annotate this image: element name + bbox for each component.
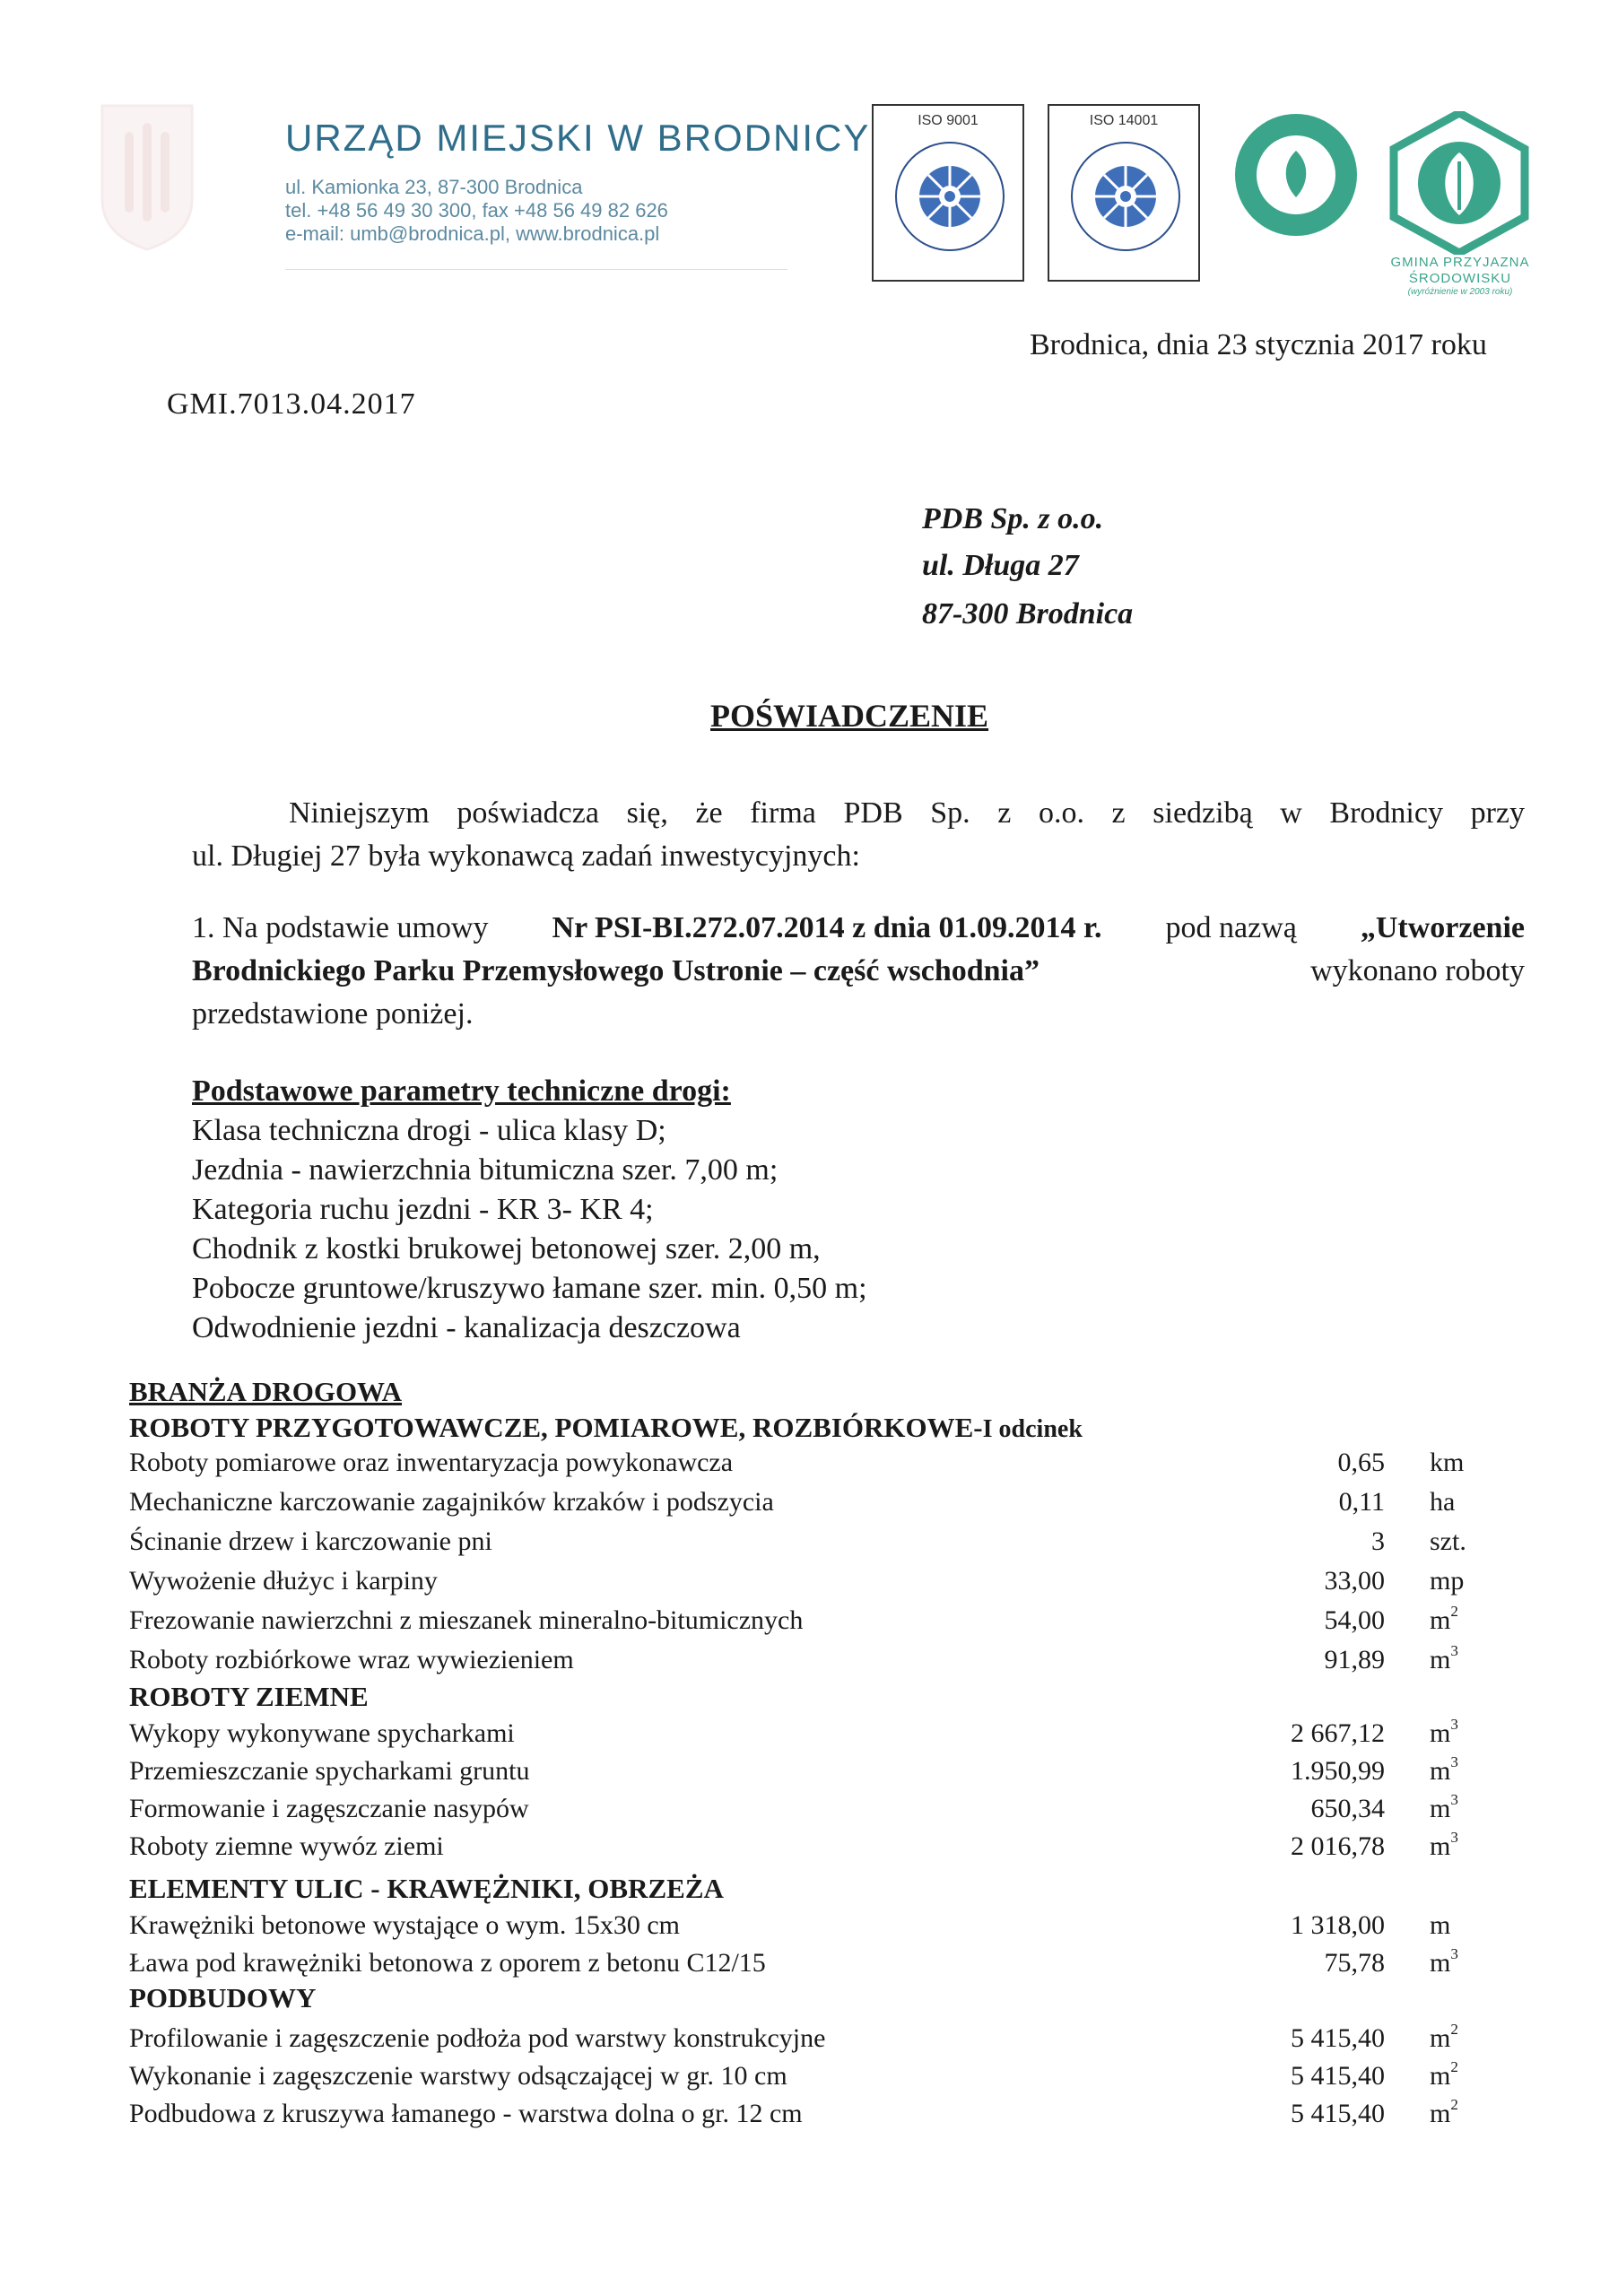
work-label: Ława pod krawężniki betonowa z oporem z betonu C12/15	[129, 1948, 766, 1978]
work-value: 5 415,40	[1291, 2023, 1385, 2053]
reference-number: GMI.7013.04.2017	[167, 387, 416, 421]
work-unit: $m^3$	[1430, 1642, 1458, 1674]
work-unit: $m^3$	[1430, 1753, 1458, 1786]
work-label: Mechaniczne karczowanie zagajników krzaków i podszycia	[129, 1487, 774, 1517]
chamber-seal-icon	[893, 140, 1006, 253]
work-label: Roboty rozbiórkowe wraz wywiezieniem	[129, 1645, 574, 1674]
param-line: Klasa techniczna drogi - ulica klasy D;	[192, 1114, 666, 1147]
work-value: 5 415,40	[1291, 2061, 1385, 2091]
recipient-company: PDB Sp. z o.o.	[922, 502, 1104, 535]
param-line: Chodnik z kostki brukowej betonowej szer. 2,00 m,	[192, 1232, 821, 1265]
work-row	[129, 1605, 1483, 1641]
document-title: POŚWIADCZENIE	[710, 698, 989, 734]
work-label: Przemieszczanie spycharkami gruntu	[129, 1756, 530, 1786]
work-label: Wykopy wykonywane spycharkami	[129, 1718, 515, 1748]
work-value: 2 016,78	[1291, 1831, 1385, 1861]
work-row	[129, 2023, 1483, 2059]
work-unit: $m^2$	[1430, 2096, 1458, 2128]
work-label: Ścinanie drzew i karczowanie pni	[129, 1526, 492, 1556]
work-label: Wykonanie i zagęszczenie warstwy odsączającej w gr. 10 cm	[129, 2061, 787, 2091]
section-heading-text: ROBOTY PRZYGOTOWAWCZE, POMIAROWE, ROZBIÓRKOWE-	[129, 1412, 983, 1443]
work-value: 1.950,99	[1291, 1756, 1385, 1786]
section-heading: ROBOTY ZIEMNE	[129, 1681, 369, 1712]
work-row	[129, 2096, 1483, 2135]
branch-heading: BRANŻA DROGOWA	[129, 1376, 403, 1407]
section-heading: ELEMENTY ULIC - KRAWĘŻNIKI, OBRZEŻA	[129, 1873, 724, 1904]
work-row	[129, 1642, 1483, 1681]
iso-9001-badge	[872, 104, 1024, 282]
work-unit: $m^3$	[1430, 1829, 1458, 1861]
iso-14001-badge	[1048, 104, 1200, 282]
eco-badge-line1: GMINA PRZYJAZNA	[1390, 255, 1530, 270]
intro-line1: Niniejszym poświadcza się, że firma PDB Sp. z o.o. z siedzibą w Brodnicy przy	[289, 796, 1525, 830]
item1-line2	[192, 956, 1525, 987]
work-value: 650,34	[1310, 1794, 1385, 1823]
item1-suffix: wykonano roboty	[1310, 954, 1525, 987]
work-value: 0,65	[1337, 1448, 1385, 1477]
work-value: 33,00	[1324, 1566, 1385, 1596]
chamber-seal-icon	[1069, 140, 1182, 253]
work-row	[129, 1910, 1483, 1946]
work-label: Profilowanie i zagęszczenie podłoża pod warstwy konstrukcyjne	[129, 2023, 826, 2053]
work-row	[129, 1831, 1483, 1867]
work-value: 5 415,40	[1291, 2099, 1385, 2128]
work-unit: $m^2$	[1430, 1603, 1458, 1635]
item1-contract: Nr PSI-BI.272.07.2014 z dnia 01.09.2014 r.	[552, 911, 1102, 944]
work-label: Podbudowa z kruszywa łamanego - warstwa dolna o gr. 12 cm	[129, 2099, 803, 2128]
item1-line3: przedstawione poniżej.	[192, 997, 474, 1031]
work-label: Krawężniki betonowe wystające o wym. 15x30 cm	[129, 1910, 680, 1940]
work-unit: $m^2$	[1430, 2058, 1458, 2091]
recipient-street: ul. Długa 27	[922, 549, 1079, 582]
office-name: URZĄD MIEJSKI W BRODNICY	[285, 117, 871, 159]
work-row	[129, 1526, 1483, 1562]
work-value: 2 667,12	[1291, 1718, 1385, 1748]
work-value: 75,78	[1324, 1948, 1385, 1978]
work-value: 3	[1371, 1526, 1385, 1556]
work-label: Roboty ziemne wywóz ziemi	[129, 1831, 444, 1861]
office-phone: tel. +48 56 49 30 300, fax +48 56 49 82 626	[285, 199, 668, 222]
office-address: ul. Kamionka 23, 87-300 Brodnica	[285, 176, 583, 198]
param-line: Pobocze gruntowe/kruszywo łamane szer. min. 0,50 m;	[192, 1272, 867, 1305]
work-row	[129, 1945, 1483, 1984]
work-row	[129, 1566, 1483, 1602]
section-heading	[129, 1413, 1083, 1442]
eco-badge-line2: ŚRODOWISKU	[1408, 271, 1512, 286]
recipient-city: 87-300 Brodnica	[922, 597, 1134, 631]
work-unit: ha	[1430, 1487, 1456, 1517]
section-heading: PODBUDOWY	[129, 1982, 317, 2013]
work-label: Wywożenie dłużyc i karpiny	[129, 1566, 438, 1596]
work-label: Roboty pomiarowe oraz inwentaryzacja powykonawcza	[129, 1448, 734, 1477]
work-unit: $m^3$	[1430, 1945, 1458, 1978]
item1-name-part1: „Utworzenie	[1360, 911, 1525, 944]
param-line: Odwodnienie jezdni - kanalizacja deszczowa	[192, 1311, 741, 1344]
iso-14001-label: ISO 14001	[1089, 113, 1159, 128]
work-row	[129, 2058, 1483, 2097]
item1-line1	[192, 913, 1525, 944]
green-lungs-logo	[1232, 111, 1360, 239]
eco-badge-line3: (wyróżnienie w 2003 roku)	[1407, 287, 1513, 297]
param-line: Jezdnia - nawierzchnia bitumiczna szer. 7,00 m;	[192, 1153, 779, 1187]
work-unit: $m^3$	[1430, 1791, 1458, 1823]
work-value: 1 318,00	[1291, 1910, 1385, 1940]
work-unit: $m^3$	[1430, 1716, 1458, 1748]
work-value: 0,11	[1338, 1487, 1385, 1517]
work-unit: mp	[1430, 1566, 1465, 1596]
section-heading-suffix: I odcinek	[982, 1415, 1083, 1443]
office-email: e-mail: umb@brodnica.pl, www.brodnica.pl	[285, 222, 660, 245]
work-unit: m	[1430, 1910, 1451, 1940]
work-value: 91,89	[1324, 1645, 1385, 1674]
work-label: Formowanie i zagęszczanie nasypów	[129, 1794, 529, 1823]
header-divider	[285, 269, 787, 270]
date-line: Brodnica, dnia 23 stycznia 2017 roku	[1030, 328, 1487, 361]
work-unit: $m^2$	[1430, 2021, 1458, 2053]
item1-name-intro: pod nazwą	[1165, 911, 1297, 944]
item1-prefix: 1. Na podstawie umowy	[192, 911, 489, 944]
work-row	[129, 1487, 1483, 1523]
eco-badge-logo	[1388, 111, 1530, 255]
work-label: Frezowanie nawierzchni z mieszanek mineralno-bitumicznych	[129, 1605, 804, 1635]
work-unit: szt.	[1430, 1526, 1466, 1556]
work-row	[129, 1448, 1483, 1483]
item1-name-part2: Brodnickiego Parku Przemysłowego Ustronie – część wschodnia”	[192, 954, 1040, 987]
work-row	[129, 1791, 1483, 1830]
city-crest-watermark	[97, 100, 197, 253]
work-row	[129, 1718, 1483, 1754]
param-line: Kategoria ruchu jezdni - KR 3- KR 4;	[192, 1193, 654, 1226]
work-row	[129, 1753, 1483, 1792]
intro-line2: ul. Długiej 27 była wykonawcą zadań inwestycyjnych:	[192, 839, 860, 873]
work-unit: km	[1430, 1448, 1465, 1477]
params-heading: Podstawowe parametry techniczne drogi:	[192, 1074, 731, 1108]
work-value: 54,00	[1324, 1605, 1385, 1635]
iso-9001-label: ISO 9001	[918, 113, 979, 128]
